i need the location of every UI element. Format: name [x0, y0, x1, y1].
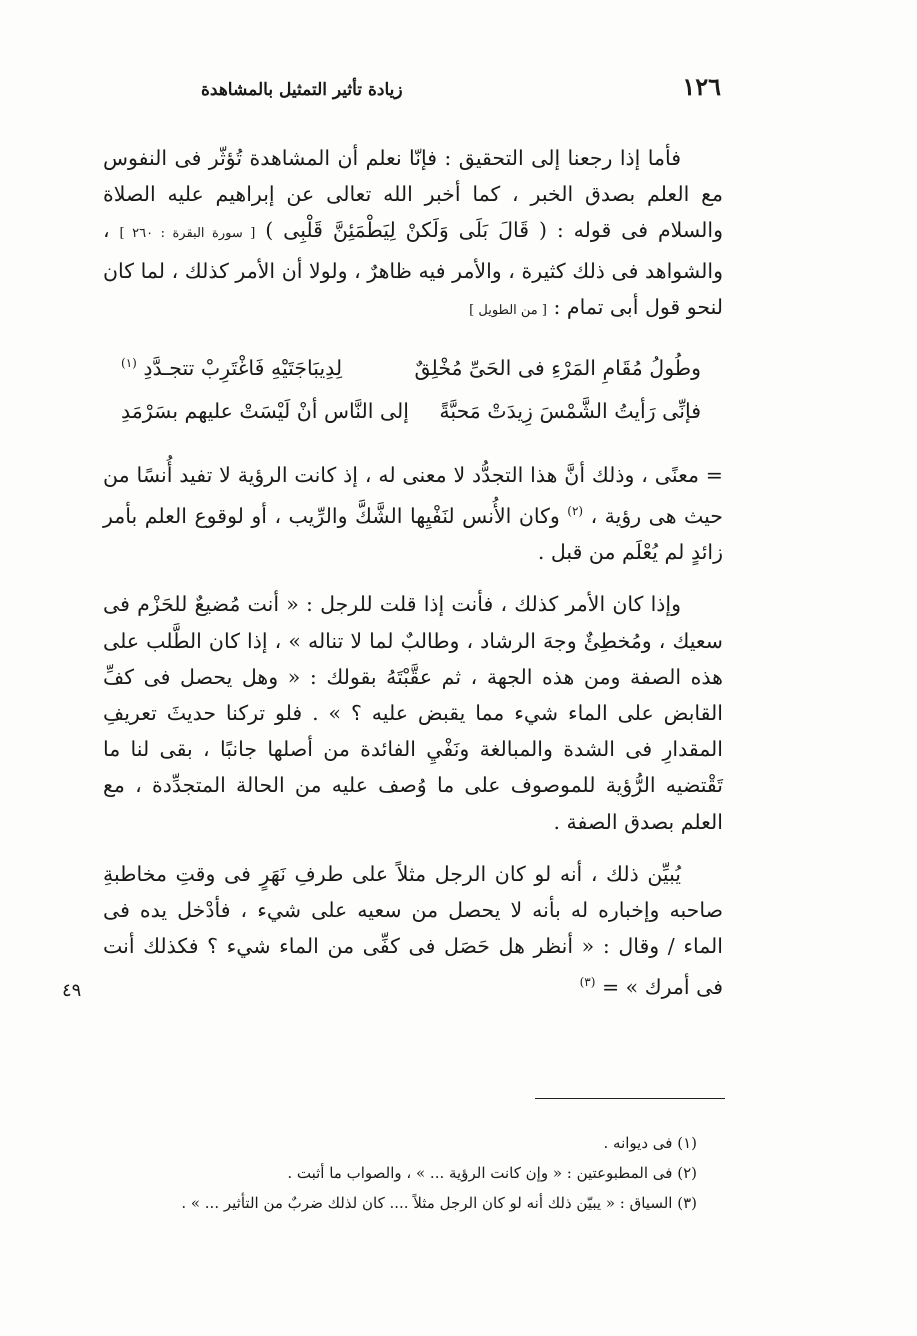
footnote-1: (١) فى ديوانه .: [603, 1134, 697, 1152]
running-head: زيادة تأثير التمثيل بالمشاهدة: [201, 80, 403, 100]
footnote-ref-2[interactable]: (٢): [567, 504, 584, 519]
footnote-divider: [535, 1098, 725, 1099]
footnote-3: (٣) السياق : « يبيّن ذلك أنه لو كان الرجل مثلاً .... كان لذلك ضربٌ من التأثير ... » .: [181, 1194, 697, 1212]
main-text: [103, 140, 723, 1022]
paragraph-2: [103, 457, 723, 570]
verse-line-1-second-text: لِدِيبَاجَتَيْهِ فَاغْتَرِبْ تتجـدَّدِ: [143, 355, 343, 380]
footnote-ref-1[interactable]: (١): [121, 356, 137, 371]
page-number: ١٢٦: [682, 72, 721, 101]
paragraph-1-text: فأما إذا رجعنا إلى التحقيق : فإنّا نعلم أن المشاهدة تُؤثّر فى النفوس مع العلم بصدق الخبر ، كما أخبر الله تعالى عن إبراهيم عليه الصلاة والسلام فى قوله : ( قَالَ بَلَى وَلَكنْ لِيَطْمَئِنَّ قَلْبِى ): [103, 146, 723, 243]
paragraph-4: [103, 856, 723, 1006]
verse-line-1-first-hemistich: وطُولُ مُقَامِ المَرْءِ فى الحَىِّ مُخْلِقٌ: [414, 355, 701, 380]
verse-line-2-second-hemistich: إلى النَّاس أنْ لَيْسَتْ عليهم بسَرْمَدِ: [121, 399, 409, 424]
verse-block: [103, 345, 723, 441]
paragraph-1: [103, 140, 723, 329]
verse-line-2-first-hemistich: فإنِّى رَأيتُ الشَّمْسَ زِيدَتْ مَحبَّةً: [439, 399, 701, 424]
page-header: [201, 72, 721, 106]
paragraph-4-text: يُبيِّن ذلك ، أنه لو كان الرجل مثلاً على طرفِ نَهَرٍ فى وقتِ مخاطبةِ صاحبه وإخباره له بأنه لا يحصل من سعيه على شيء ، فأدْخل يده فى الماء / وقال : « أنظر هل حَصَل فى كفِّى من الماء شيء ؟ فكذلك أنت فى أمرك » =: [103, 861, 723, 1000]
quran-citation: [ سورة البقرة : ٢٦٠ ]: [119, 226, 256, 242]
verse-line-2: [103, 393, 723, 441]
verse-line-1: [103, 345, 723, 393]
footnotes: [97, 1128, 697, 1218]
manuscript-page-marker: ٤٩: [62, 980, 82, 1001]
verse-line-1-second-hemistich: [121, 345, 342, 386]
footnote-ref-3[interactable]: (٣): [579, 975, 596, 990]
poetic-meter-note: [ من الطويل ]: [469, 302, 547, 318]
paragraph-2-text: = معنًى ، وذلك أنَّ هذا التجدُّد لا معنى له ، إذ كانت الرؤية لا تفيد أُنسًا من حيث هى رؤية ،: [103, 463, 723, 529]
paragraph-2-text-after: وكان الأُنس لنَفْيِها الشَّكَّ والرِّيب ، أو لوقوع العلم بأمر زائدٍ لم يُعْلَم من قبل .: [103, 504, 723, 565]
paragraph-3: وإذا كان الأمر كذلك ، فأنت إذا قلت للرجل : « أنت مُضيعٌ للحَزْم فى سعيك ، ومُخطِئٌ وجهَ الرشاد ، وطالبٌ لما لا تناله » ، إذا كان الطَّلب على هذه الصفة ومن هذه الجهة ، ثم عقَّبْتَهُ بقولك : « وهل يحصل فى كفِّ القابض على الماء شيء مما يقبض عليه ؟ » . فلو تركنا حديثَ تعريفِ المقدارِ فى الشدة والمبالغة ونَفْيِ الفائدة من أصلها جانبًا ، بقى لنا ما تَقْتضيه الرُّؤية للموصوف على ما وُصف عليه من الحالة المتجدِّدة ، مع العلم بصدق الصفة .: [103, 592, 723, 834]
footnote-2: (٢) فى المطبوعتين : « وإن كانت الرؤية ... » ، والصواب ما أثبت .: [287, 1164, 697, 1182]
paragraph-1-text-after: ، والشواهد فى ذلك كثيرة ، والأمر فيه ظاهرٌ ، ولولا أن الأمر كذلك ، لما كان لنحو قول أبى تمام :: [103, 218, 724, 319]
